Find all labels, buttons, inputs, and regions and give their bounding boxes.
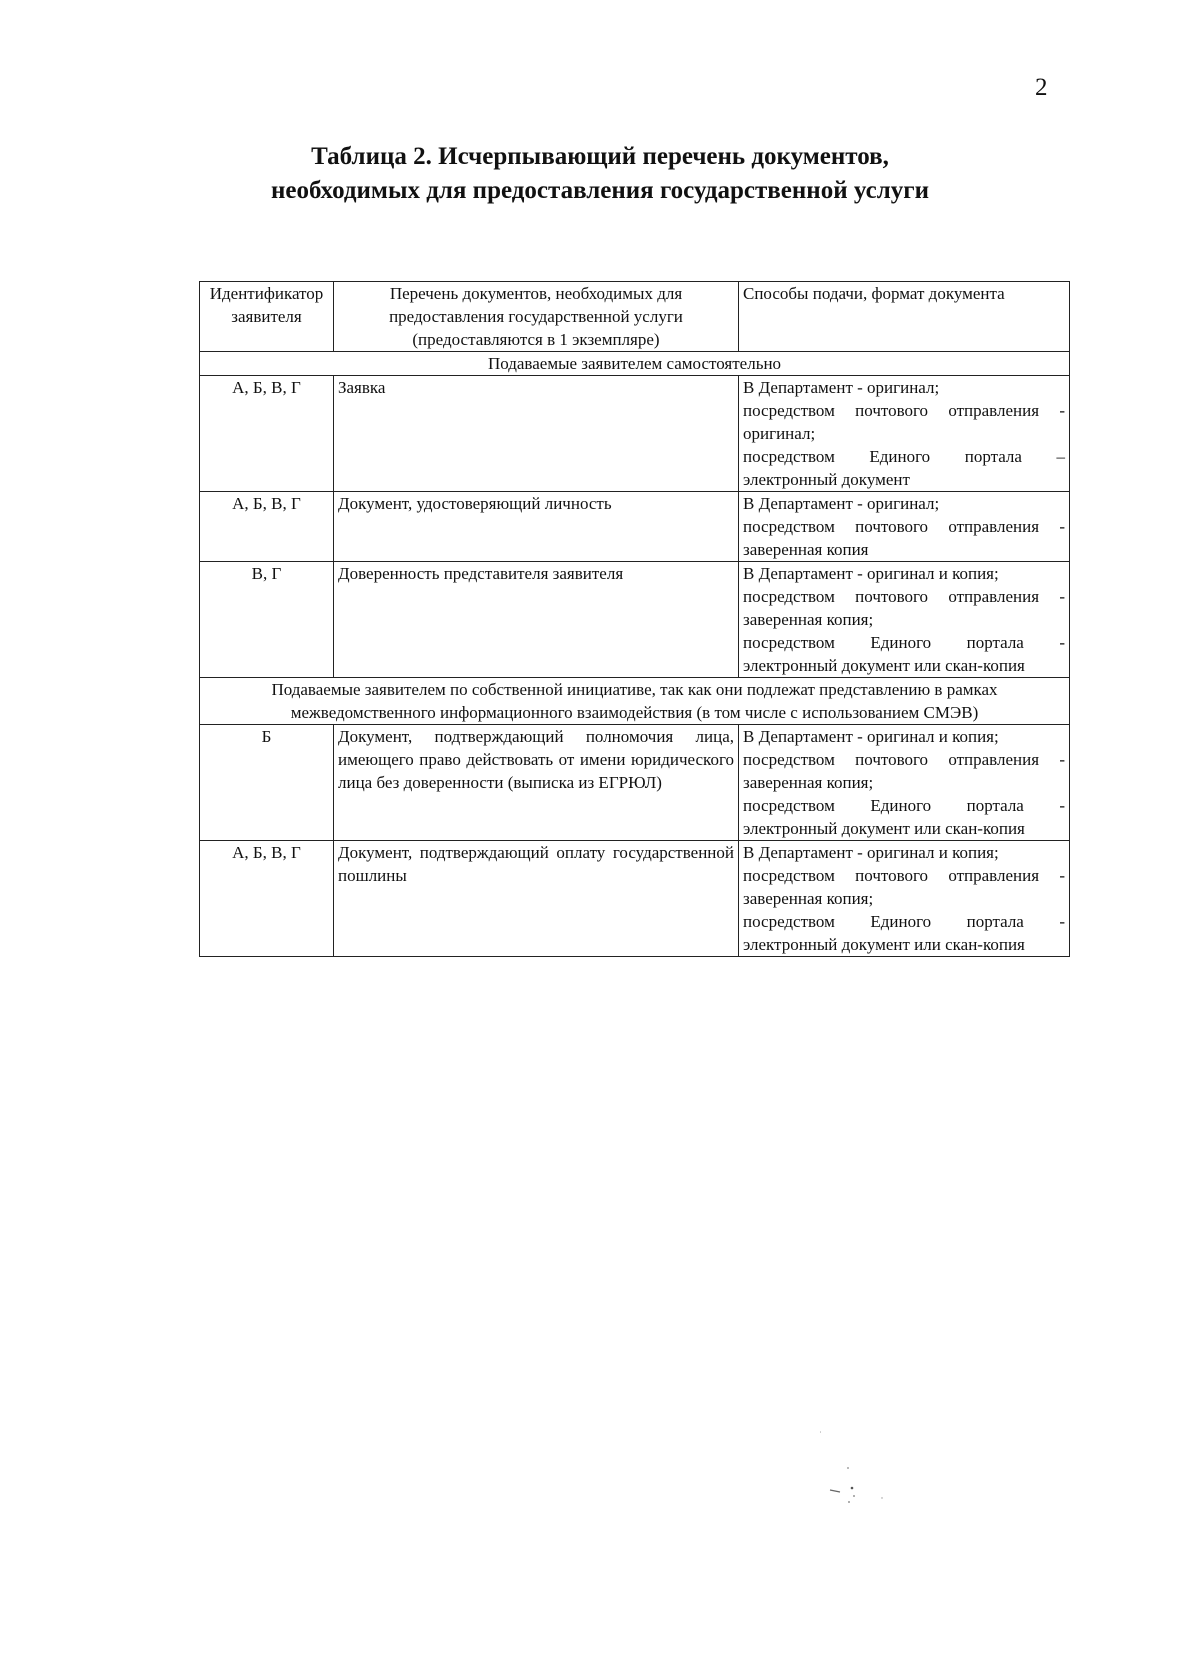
row-methods	[739, 376, 1070, 492]
table-row	[200, 492, 1070, 562]
table-row	[200, 841, 1070, 957]
method-line: В Департамент - оригинал;	[743, 494, 940, 513]
table-row	[200, 562, 1070, 678]
header-identifier: Идентификатор заявителя	[200, 282, 334, 352]
method-line: посредством почтового отправления - заверенная копия;	[743, 866, 1065, 908]
table-title-line-2: необходимых для предоставления государственной услуги	[271, 177, 929, 204]
row-document: Документ, подтверждающий оплату государственной пошлины	[334, 841, 739, 957]
table-row	[200, 725, 1070, 841]
section-title-initiative: Подаваемые заявителем по собственной инициативе, так как они подлежат представлению в рамках межведомственного информационного взаимодействия (в том числе с использованием СМЭВ)	[200, 678, 1070, 725]
row-identifier: А, Б, В, Г	[200, 841, 334, 957]
method-line: В Департамент - оригинал и копия;	[743, 727, 999, 746]
row-document: Документ, удостоверяющий личность	[334, 492, 739, 562]
row-document: Доверенность представителя заявителя	[334, 562, 739, 678]
row-methods	[739, 841, 1070, 957]
documents-table	[199, 281, 1070, 957]
method-line: В Департамент - оригинал;	[743, 378, 940, 397]
method-line: В Департамент - оригинал и копия;	[743, 843, 999, 862]
row-document: Заявка	[334, 376, 739, 492]
scan-artifact	[820, 1430, 940, 1510]
page-number: 2	[1035, 74, 1048, 101]
header-row	[200, 282, 1070, 352]
method-line: посредством почтового отправления - заверенная копия;	[743, 587, 1065, 629]
method-line: В Департамент - оригинал и копия;	[743, 564, 999, 583]
header-methods: Способы подачи, формат документа	[739, 282, 1070, 352]
header-documents: Перечень документов, необходимых для предоставления государственной услуги (предоставляются в 1 экземпляре)	[334, 282, 739, 352]
method-line: посредством почтового отправления - заверенная копия	[743, 517, 1065, 559]
section-row	[200, 352, 1070, 376]
method-line: посредством Единого портала – электронный документ	[743, 447, 1065, 489]
row-methods	[739, 725, 1070, 841]
table-title-line-1: Таблица 2. Исчерпывающий перечень документов,	[311, 143, 889, 170]
method-line: посредством Единого портала - электронный документ или скан-копия	[743, 912, 1065, 954]
section-row	[200, 678, 1070, 725]
row-identifier: В, Г	[200, 562, 334, 678]
row-methods	[739, 562, 1070, 678]
row-identifier: А, Б, В, Г	[200, 492, 334, 562]
method-line: посредством Единого портала - электронный документ или скан-копия	[743, 633, 1065, 675]
row-document: Документ, подтверждающий полномочия лица, имеющего право действовать от имени юридического лица без доверенности (выписка из ЕГРЮЛ)	[334, 725, 739, 841]
method-line: посредством почтового отправления - заверенная копия;	[743, 750, 1065, 792]
table-row	[200, 376, 1070, 492]
row-identifier: А, Б, В, Г	[200, 376, 334, 492]
section-title-self: Подаваемые заявителем самостоятельно	[200, 352, 1070, 376]
table-title	[0, 140, 1200, 208]
method-line: посредством почтового отправления - оригинал;	[743, 401, 1065, 443]
row-methods	[739, 492, 1070, 562]
method-line: посредством Единого портала - электронный документ или скан-копия	[743, 796, 1065, 838]
row-identifier: Б	[200, 725, 334, 841]
